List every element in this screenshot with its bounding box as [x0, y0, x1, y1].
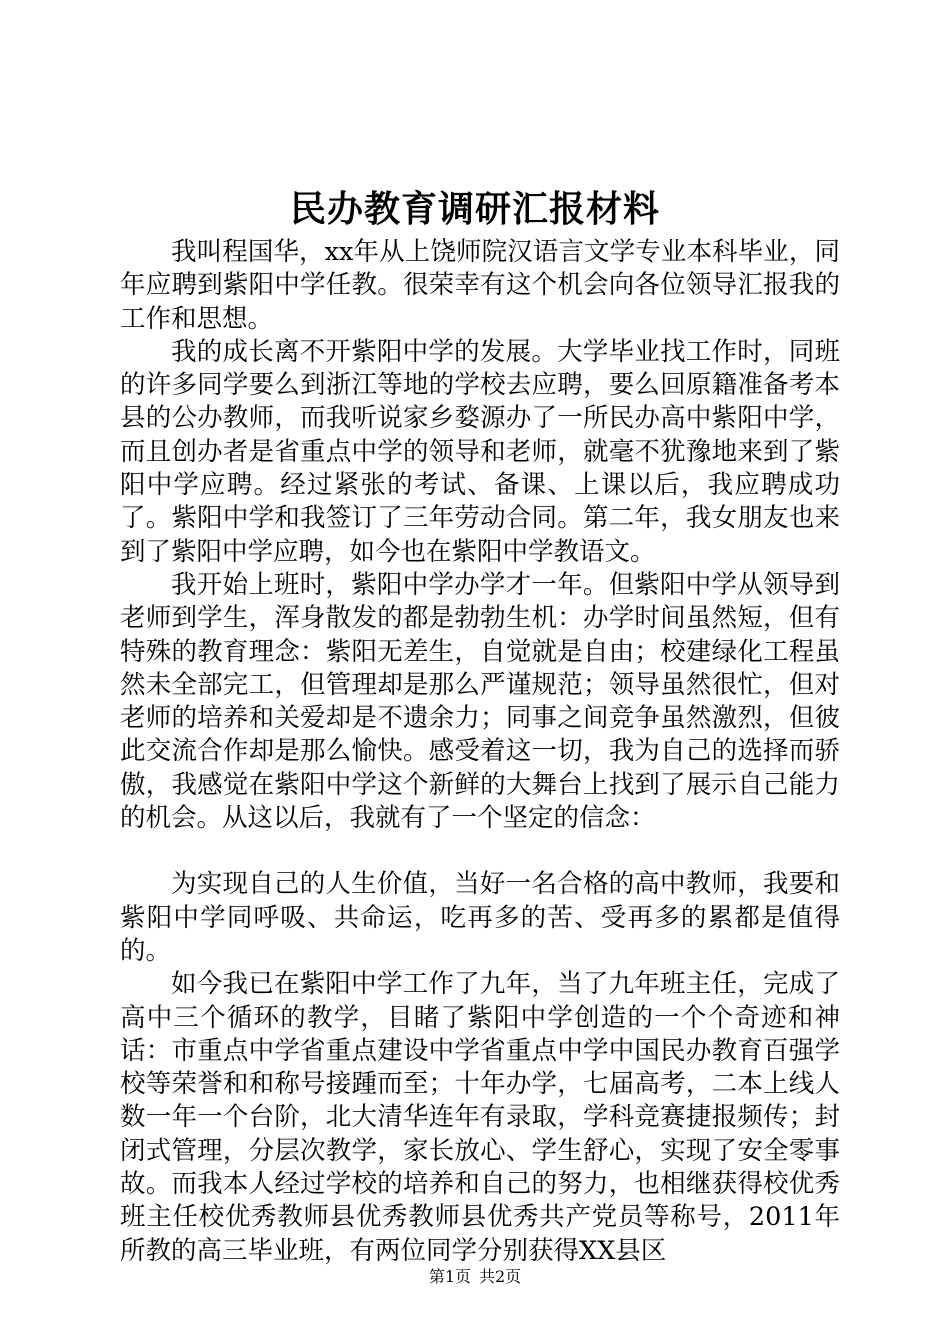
- paragraph-growth: 我的成长离不开紫阳中学的发展。大学毕业找工作时，同班的许多同学要么到浙江等地的学校去应聘，要么回原籍准备考本县的公办教师，而我听说家乡婺源办了一所民办高中紫阳中学，而且创办者是省重点中学的领导和老师，就毫不犹豫地来到了紫阳中学应聘。经过紧张的考试、备课、上课以后，我应聘成功了。紫阳中学和我签订了三年劳动合同。第二年，我女朋友也来到了紫阳中学应聘，如今也在紫阳中学教语文。: [120, 336, 840, 567]
- page-number: 第1页: [428, 1267, 471, 1286]
- paragraph-intro: 我叫程国华，xx年从上饶师院汉语言文学专业本科毕业，同年应聘到紫阳中学任教。很荣幸有这个机会向各位领导汇报我的工作和思想。: [120, 237, 840, 334]
- paragraph-achievements: 如今我已在紫阳中学工作了九年，当了九年班主任，完成了高中三个循环的教学，目睹了紫阳中学创造的一个个奇迹和神话：市重点中学省重点建设中学省重点中学中国民办教育百强学校等荣誉和和称号接踵而至；十年办学，七届高考，二本上线人数一年一个台阶，北大清华连年有录取，学科竞赛捷报频传；封闭式管理，分层次教学，家长放心、学生舒心，实现了安全零事故。而我本人经过学校的培养和自己的努力，也相继获得校优秀班主任校优秀教师县优秀教师县优秀共产党员等称号，2011年所教的高三毕业班，有两位同学分别获得XX县区: [120, 969, 840, 1266]
- document-title: 民办教育调研汇报材料: [289, 188, 660, 230]
- document-body: [120, 236, 840, 1268]
- page-footer: [0, 1266, 950, 1288]
- page-total: 共2页: [479, 1267, 522, 1286]
- paragraph-belief: 为实现自己的人生价值，当好一名合格的高中教师，我要和紫阳中学同呼吸、共命运，吃再多的苦、受再多的累都是值得的。: [120, 869, 840, 966]
- paragraph-beginning: 我开始上班时，紫阳中学办学才一年。但紫阳中学从领导到老师到学生，浑身散发的都是勃勃生机：办学时间虽然短，但有特殊的教育理念：紫阳无差生，自觉就是自由；校建绿化工程虽然未全部完工，但管理却是那么严谨规范；领导虽然很忙，但对老师的培养和关爱却是不遗余力；同事之间竞争虽然激烈，但彼此交流合作却是那么愉快。感受着这一切，我为自己的选择而骄傲，我感觉在紫阳中学这个新鲜的大舞台上找到了展示自己能力的机会。从这以后，我就有了一个坚定的信念：: [120, 569, 840, 834]
